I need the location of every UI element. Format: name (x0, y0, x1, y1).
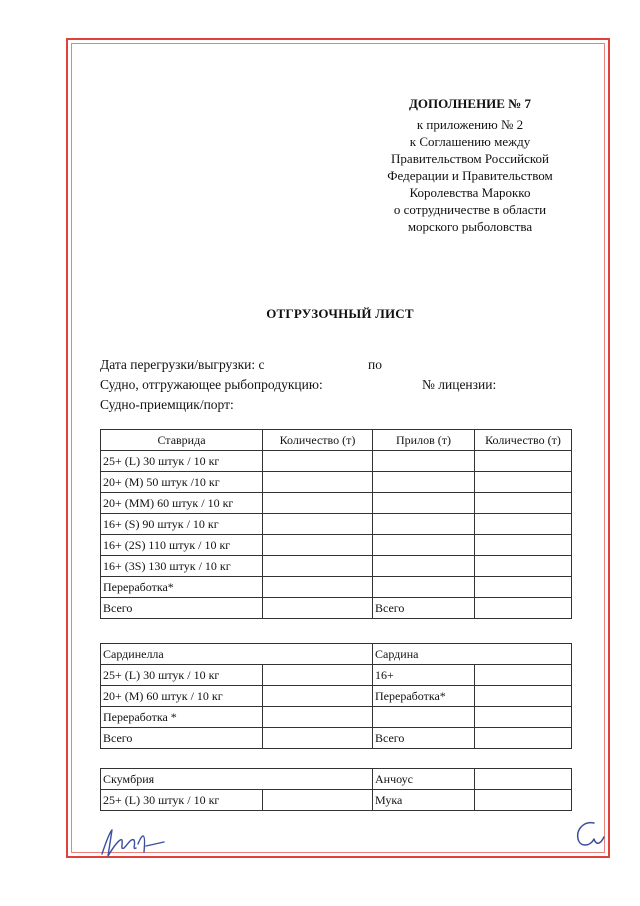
table-cell (263, 577, 373, 598)
table-cell (263, 556, 373, 577)
table-cell: 20+ (M) 60 штук / 10 кг (101, 686, 263, 707)
table-row (101, 472, 572, 493)
appendix-line: Правительством Российской (391, 151, 549, 166)
table-cell: 20+ (M) 50 штук /10 кг (101, 472, 263, 493)
date-to-label: по (368, 357, 382, 372)
header-cell: Анчоус (373, 769, 475, 790)
table-cell (263, 535, 373, 556)
table-cell (263, 514, 373, 535)
table-cell (373, 556, 475, 577)
table-cell (475, 493, 572, 514)
table-row (101, 514, 572, 535)
table-cell (475, 535, 572, 556)
table-cell: 16+ (S) 90 штук / 10 кг (101, 514, 263, 535)
appendix-title: ДОПОЛНЕНИЕ № 7 (408, 96, 532, 111)
header-cell: Сардина (373, 644, 572, 665)
table-cell: Переработка * (101, 707, 263, 728)
table-cell: Переработка* (373, 686, 475, 707)
table-cell (475, 556, 572, 577)
table-cell (263, 472, 373, 493)
table-cell (263, 598, 373, 619)
header-cell: Скумбрия (101, 769, 373, 790)
table-header-row (101, 430, 572, 451)
table-cell (475, 514, 572, 535)
table-header-row (101, 644, 572, 665)
table-cell: 25+ (L) 30 штук / 10 кг (101, 790, 263, 811)
table-cell (475, 728, 572, 749)
table-cell (263, 728, 373, 749)
header-cell: Количество (т) (475, 430, 572, 451)
table-row (101, 707, 572, 728)
date-label: Дата перегрузки/выгрузки: с (100, 357, 265, 372)
table-cell (263, 451, 373, 472)
table-cell (373, 514, 475, 535)
appendix-line: морского рыболовства (407, 219, 533, 234)
table-cell (263, 665, 373, 686)
table-row (101, 790, 572, 811)
appendix-line: к приложению № 2 (416, 117, 524, 132)
table-cell (263, 707, 373, 728)
table-row (101, 665, 572, 686)
table-cell: 20+ (MM) 60 штук / 10 кг (101, 493, 263, 514)
table-row (101, 728, 572, 749)
header-cell: Количество (т) (263, 430, 373, 451)
signature-right (570, 815, 608, 851)
table-cell: Мука (373, 790, 475, 811)
table-cell (263, 493, 373, 514)
table-cell (373, 707, 475, 728)
table-cell: Всего (101, 598, 263, 619)
table-row (101, 493, 572, 514)
table-row (101, 451, 572, 472)
table-cell (373, 451, 475, 472)
table-sardinella-sardine (100, 643, 572, 749)
license-label: № лицензии: (422, 377, 497, 392)
table-cell: Переработка* (101, 577, 263, 598)
appendix-line: Федерации и Правительством (387, 168, 553, 183)
table-cell: 16+ (373, 665, 475, 686)
table-cell (475, 451, 572, 472)
table-cell (475, 577, 572, 598)
header-cell: Прилов (т) (373, 430, 475, 451)
table-row (101, 556, 572, 577)
table-row (101, 686, 572, 707)
signature-left (98, 824, 188, 860)
table-cell: 25+ (L) 30 штук / 10 кг (101, 451, 263, 472)
table-cell (475, 707, 572, 728)
header-cell: Сардинелла (101, 644, 373, 665)
table-cell: Всего (373, 728, 475, 749)
table-cell (263, 790, 373, 811)
appendix-line: о сотрудничестве в области (393, 202, 547, 217)
table-cell (475, 665, 572, 686)
table-mackerel-anchovy (100, 768, 572, 811)
table-cell: 16+ (2S) 110 штук / 10 кг (101, 535, 263, 556)
vessel-label: Судно, отгружающее рыбопродукцию: (100, 377, 323, 392)
table-cell (475, 686, 572, 707)
table-cell (373, 472, 475, 493)
appendix-line: к Соглашению между (409, 134, 531, 149)
table-cell (263, 686, 373, 707)
table-cell (373, 493, 475, 514)
table-cell: Всего (101, 728, 263, 749)
table-cell (475, 769, 572, 790)
table-cell (475, 472, 572, 493)
table-header-row (101, 769, 572, 790)
table-horse-mackerel (100, 429, 572, 619)
table-cell: 16+ (3S) 130 штук / 10 кг (101, 556, 263, 577)
appendix-text (360, 116, 580, 235)
appendix-line: Королевства Марокко (409, 185, 531, 200)
table-cell: 25+ (L) 30 штук / 10 кг (101, 665, 263, 686)
table-cell (373, 577, 475, 598)
table-cell: Всего (373, 598, 475, 619)
table-row (101, 598, 572, 619)
table-row (101, 535, 572, 556)
table-cell (475, 790, 572, 811)
document-title: ОТГРУЗОЧНЫЙ ЛИСТ (266, 306, 414, 321)
table-cell (373, 535, 475, 556)
header-cell: Ставрида (101, 430, 263, 451)
table-row (101, 577, 572, 598)
table-cell (475, 598, 572, 619)
receiver-label: Судно-приемщик/порт: (100, 397, 234, 412)
